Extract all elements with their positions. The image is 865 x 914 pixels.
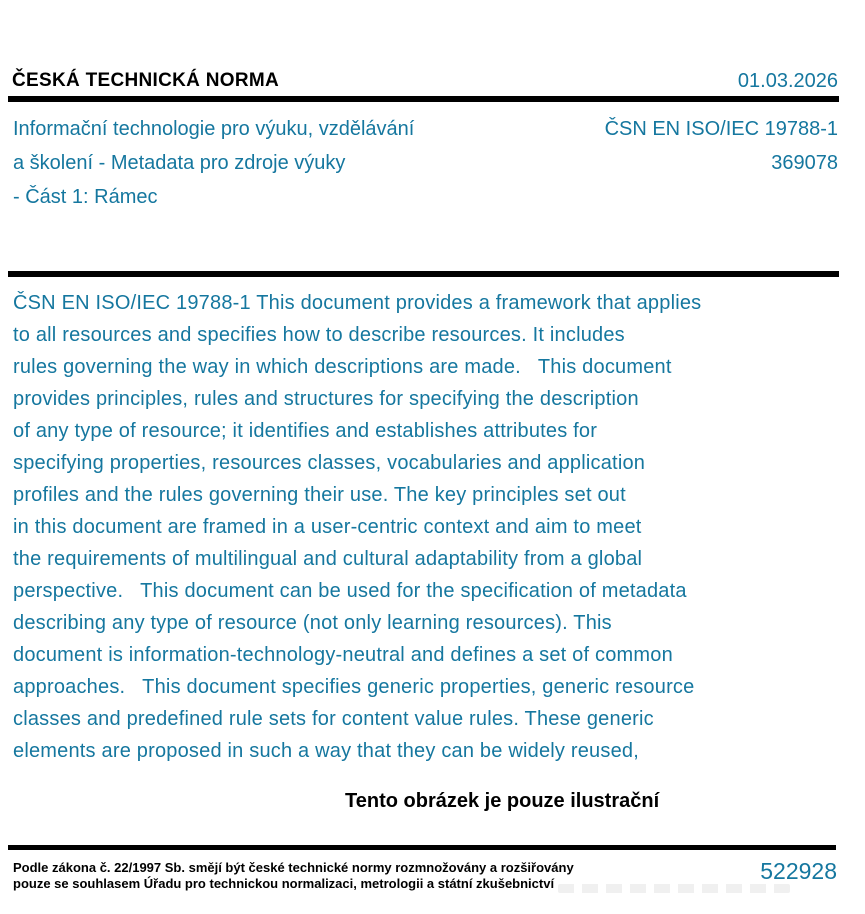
abstract-line: in this document are framed in a user-centric context and aim to meet [13,516,642,538]
abstract-line: rules governing the way in which descriptions are made. This document [13,356,672,378]
abstract-line: profiles and the rules governing their use. The key principles set out [13,484,626,506]
legal-notice-line: Podle zákona č. 22/1997 Sb. smějí být české technické normy rozmnožovány a rozšiřovány [13,860,574,875]
abstract-line: describing any type of resource (not only learning resources). This [13,612,612,634]
subject-title-line: Informační technologie pro výuku, vzdělávání [13,118,415,140]
legal-notice-block [13,860,574,892]
standard-number: ČSN EN ISO/IEC 19788-1 [604,118,838,140]
publication-date: 01.03.2026 [737,70,838,92]
catalog-number: 522928 [760,858,837,884]
standard-reference-block [605,112,838,180]
abstract-line: elements are proposed in such a way that they can be widely reused, [13,740,639,762]
abstract-line: ČSN EN ISO/IEC 19788-1 This document provides a framework that applies [13,292,702,314]
abstract-line: to all resources and specifies how to describe resources. It includes [13,324,625,346]
subject-title-line: - Část 1: Rámec [13,186,158,208]
header-divider-rule [8,96,839,102]
legal-notice-line: pouze se souhlasem Úřadu pro technickou normalizaci, metrologii a státní zkušebnictví [13,876,555,891]
abstract-line: document is information-technology-neutral and defines a set of common [13,644,673,666]
abstract-line: provides principles, rules and structures for specifying the description [13,388,639,410]
footer-divider-rule [8,845,836,850]
scan-ghost-artifact [558,884,790,893]
abstract-line: specifying properties, resources classes, vocabularies and application [13,452,646,474]
abstract-line: the requirements of multilingual and cultural adaptability from a global [13,548,643,570]
subject-title-block [13,112,414,214]
classification-number: 369078 [771,152,838,174]
subject-title-line: a školení - Metadata pro zdroje výuky [13,152,346,174]
abstract-line: approaches. This document specifies generic properties, generic resource [13,676,695,698]
abstract-text-block [13,287,701,767]
page-title: ČESKÁ TECHNICKÁ NORMA [12,70,280,91]
abstract-line: of any type of resource; it identifies and establishes attributes for [13,420,598,442]
section-divider-rule [8,271,839,277]
abstract-line: classes and predefined rule sets for content value rules. These generic [13,708,654,730]
abstract-line: perspective. This document can be used for the specification of metadata [13,580,687,602]
illustration-disclaimer: Tento obrázek je pouze ilustrační [345,790,660,812]
